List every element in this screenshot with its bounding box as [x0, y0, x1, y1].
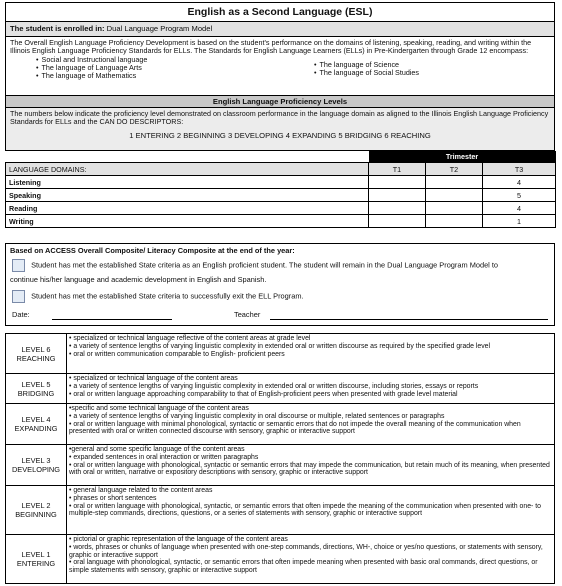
enrollment-row [5, 22, 555, 37]
level-row [6, 404, 555, 445]
proficient-option-text: Student has met the established State criteria as an English proficient student. The student will remain in the Dual Language Program Model to [31, 260, 499, 270]
standard-item: • The language of Mathematics [36, 72, 147, 80]
domain-listening: Listening [6, 176, 369, 189]
level-name: LEVEL 3 [21, 456, 51, 465]
column-header-t3: T3 [483, 163, 556, 176]
descriptor-line: • specialized or technical language of the content areas [69, 375, 238, 382]
enrollment-value: Dual Language Program Model [106, 24, 213, 33]
domains-header: LANGUAGE DOMAINS: [6, 163, 369, 176]
score-cell: 4 [483, 176, 556, 189]
score-cell [426, 215, 483, 228]
descriptor-line: • oral language with phonological, syntactic, or semantic errors that often impede meaning when presented with basic oral commands, direct questions, or simple statements with sensory, graphic or interactive support [69, 559, 538, 575]
descriptor-line: • oral or written language with phonological, syntactic, or semantic errors that often impede the meaning of the communication when presented with one- to multiple-step commands, directions, questions, or a series of statements with sensory, graphic or interactive support [69, 502, 541, 518]
date-label: Date: [12, 310, 30, 319]
descriptor-line: • oral or written communication comparable to English- proficient peers [69, 350, 285, 358]
domain-speaking: Speaking [6, 189, 369, 202]
level-sub: EXPANDING [14, 424, 58, 433]
descriptor-line: • specialized or technical language reflective of the content areas at grade level [69, 335, 311, 342]
proficiency-text: The numbers below indicate the proficiency level demonstrated on classroom performance in the language domain as aligned to the Illinois English Language Proficiency Standards for ELLs and the CAN DO DESCRIPTORS: [10, 109, 549, 127]
descriptor-line: • a variety of sentence lengths of varying linguistic complexity in extended oral or written discourse, including stories, essays or reports [69, 382, 479, 390]
proficiency-heading: English Language Proficiency Levels [5, 96, 555, 108]
score-cell: 4 [483, 202, 556, 215]
descriptor-line: • pictorial or graphic representation of the language of the content areas [69, 536, 288, 543]
descriptor-line: • general language related to the content areas [69, 487, 213, 494]
level-name: LEVEL 4 [21, 415, 51, 424]
table-row [6, 176, 556, 189]
level-sub: DEVELOPING [11, 465, 61, 474]
descriptor-line: • phrases or short sentences [69, 494, 157, 502]
proficiency-section [5, 108, 555, 151]
trimester-table [5, 151, 556, 228]
level-descriptors-table [5, 333, 555, 584]
teacher-signature-field[interactable] [270, 319, 548, 320]
level-name: LEVEL 5 [21, 379, 51, 389]
exit-checkbox[interactable] [12, 290, 25, 303]
exit-option-text: Student has met the established State criteria to successfully exit the ELL Program. [31, 291, 304, 301]
domain-writing: Writing [6, 215, 369, 228]
domain-reading: Reading [6, 202, 369, 215]
standard-item: • The language of Social Studies [314, 69, 419, 77]
proficient-checkbox[interactable] [12, 259, 25, 272]
standard-item: • The language of Science [314, 61, 419, 69]
level-row [6, 374, 555, 404]
descriptor-line: • words, phrases or chunks of language when presented with one-step commands, directions, WH-, choice or yes/no questions, or statements with sensory, graphic or interactive support [69, 543, 543, 559]
standards-right-list [314, 61, 419, 78]
column-header-t1: T1 [369, 163, 426, 176]
report-title: English as a Second Language (ESL) [5, 2, 555, 22]
descriptor-line: • oral or written language approaching comparability to that of English-proficient peers when presented with grade level material [69, 390, 458, 398]
access-section [5, 243, 555, 326]
access-heading: Based on ACCESS Overall Composite/ Literacy Composite at the end of the year: [10, 246, 295, 255]
score-cell [369, 176, 426, 189]
level-row [6, 486, 555, 535]
overview-section [5, 37, 555, 96]
score-cell [369, 202, 426, 215]
descriptor-line: • oral or written language with minimal phonological, syntactic or semantic errors that do not impede the overall meaning of the communication when presented with oral or written connected discourse with sensory, graphic or interactive support [69, 420, 521, 436]
proficiency-scale: 1 ENTERING 2 BEGINNING 3 DEVELOPING 4 EXPANDING 5 BRIDGING 6 REACHING [129, 130, 431, 140]
date-field[interactable] [52, 319, 172, 320]
standard-item: • The language of Language Arts [36, 64, 147, 72]
spacer [6, 151, 369, 163]
level-name: LEVEL 6 [21, 344, 51, 354]
descriptor-line: • a variety of sentence lengths of varying linguistic complexity in extended oral or written discourse as required by the specified grade level [69, 342, 491, 350]
score-cell [426, 176, 483, 189]
descriptor-line: •specific and some technical language of the content areas [69, 405, 249, 412]
trimester-header: Trimester [369, 151, 556, 163]
table-row [6, 189, 556, 202]
table-row [6, 202, 556, 215]
level-name: LEVEL 1 [21, 550, 51, 559]
descriptor-line: •general and some specific language of the content areas [69, 446, 245, 453]
level-sub: ENTERING [16, 559, 56, 568]
score-cell: 1 [483, 215, 556, 228]
level-sub: REACHING [16, 353, 56, 363]
descriptor-line: • oral or written language with phonological, syntactic or semantic errors that may impede the communication, but retain much of its meaning, when presented with oral or written, narrative or expository descriptions with sensory, graphic or interactive support [69, 461, 550, 477]
level-sub: BRIDGING [17, 388, 55, 398]
standards-left-list [36, 56, 147, 81]
level-row [6, 334, 555, 374]
level-sub: BEGINNING [15, 510, 57, 519]
table-row [6, 215, 556, 228]
score-cell [426, 189, 483, 202]
descriptor-line: • expanded sentences in oral interaction or written paragraphs [69, 453, 259, 461]
column-header-t2: T2 [426, 163, 483, 176]
proficient-option-text-cont: continue his/her language and academic development in English and Spanish. [10, 275, 267, 284]
score-cell [426, 202, 483, 215]
descriptor-line: • a variety of sentence lengths of varying linguistic complexity in oral discourse or multiple, related sentences or paragraphs [69, 412, 445, 420]
level-row [6, 535, 555, 584]
teacher-label: Teacher [234, 310, 261, 319]
level-name: LEVEL 2 [21, 501, 51, 510]
enrollment-label: The student is enrolled in: [10, 24, 105, 33]
standard-item: • Social and Instructional language [36, 56, 147, 64]
level-row [6, 445, 555, 486]
score-cell [369, 215, 426, 228]
overview-text: The Overall English Language Proficiency Development is based on the student's performance on the domains of listening, speaking, reading, and writing within the Illinois English Language Proficiency Standards for ELLs. The Standards for English Language Learners (ELLs) in Pre-Kindergarten through Grade 12 encompass: [10, 38, 532, 56]
score-cell: 5 [483, 189, 556, 202]
score-cell [369, 189, 426, 202]
